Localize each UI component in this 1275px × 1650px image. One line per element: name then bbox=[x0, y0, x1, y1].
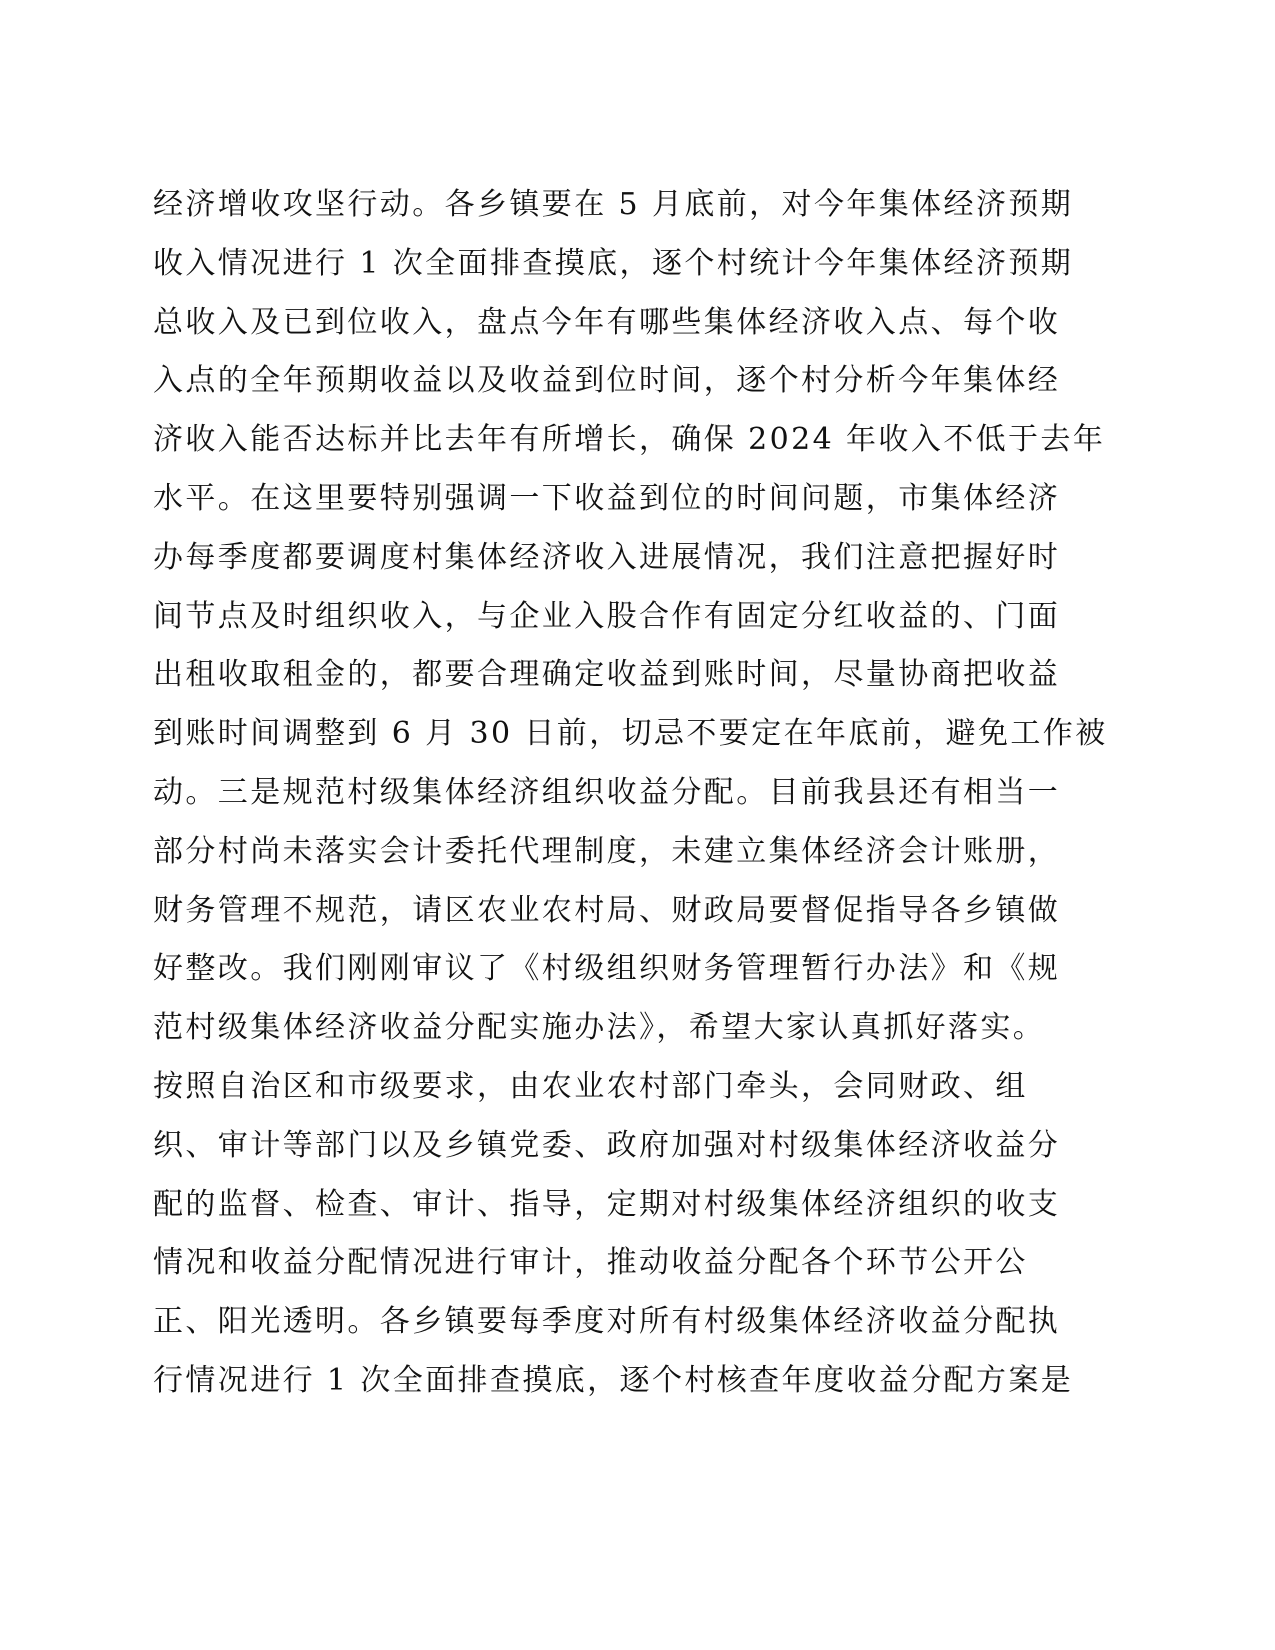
body-text bbox=[153, 176, 1113, 1411]
text-line-13: 财务管理不规范，请区农业农村局、财政局要督促指导各乡镇做 bbox=[153, 892, 1061, 928]
text-line-16: 按照自治区和市级要求，由农业农村部门牵头，会同财政、组 bbox=[153, 1068, 1028, 1104]
text-line-19: 情况和收益分配情况进行审计，推动收益分配各个环节公开公 bbox=[153, 1245, 1028, 1281]
text-line-6: 水平。在这里要特别强调一下收益到位的时间问题，市集体经济 bbox=[153, 480, 1061, 516]
text-line-14: 好整改。我们刚刚审议了《村级组织财务管理暂行办法》和《规 bbox=[153, 951, 1061, 987]
text-line-21: 行情况进行 1 次全面排查摸底，逐个村核查年度收益分配方案是 bbox=[153, 1362, 1074, 1398]
text-line-12: 部分村尚未落实会计委托代理制度，未建立集体经济会计账册， bbox=[153, 833, 1061, 869]
text-line-1: 经济增收攻坚行动。各乡镇要在 5 月底前，对今年集体经济预期 bbox=[153, 187, 1074, 222]
text-line-15: 范村级集体经济收益分配实施办法》，希望大家认真抓好落实。 bbox=[153, 1010, 1046, 1046]
text-line-10: 到账时间调整到 6 月 30 日前，切忌不要定在年底前，避免工作被 bbox=[153, 716, 1108, 752]
text-line-18: 配的监督、检查、审计、指导，定期对村级集体经济组织的收支 bbox=[153, 1186, 1061, 1222]
text-line-2: 收入情况进行 1 次全面排查摸底，逐个村统计今年集体经济预期 bbox=[153, 245, 1074, 281]
text-line-4: 入点的全年预期收益以及收益到位时间，逐个村分析今年集体经 bbox=[153, 363, 1061, 399]
text-line-17: 织、审计等部门以及乡镇党委、政府加强对村级集体经济收益分 bbox=[153, 1127, 1061, 1163]
text-line-3: 总收入及已到位收入，盘点今年有哪些集体经济收入点、每个收 bbox=[153, 304, 1061, 340]
text-line-5: 济收入能否达标并比去年有所增长，确保 2024 年收入不低于去年 bbox=[153, 422, 1106, 458]
text-line-11: 动。三是规范村级集体经济组织收益分配。目前我县还有相当一 bbox=[153, 774, 1061, 810]
text-line-7: 办每季度都要调度村集体经济收入进展情况，我们注意把握好时 bbox=[153, 539, 1061, 575]
text-line-9: 出租收取租金的，都要合理确定收益到账时间，尽量协商把收益 bbox=[153, 657, 1061, 693]
text-line-20: 正、阳光透明。各乡镇要每季度对所有村级集体经济收益分配执 bbox=[153, 1304, 1061, 1340]
text-line-8: 间节点及时组织收入，与企业入股合作有固定分红收益的、门面 bbox=[153, 598, 1061, 634]
